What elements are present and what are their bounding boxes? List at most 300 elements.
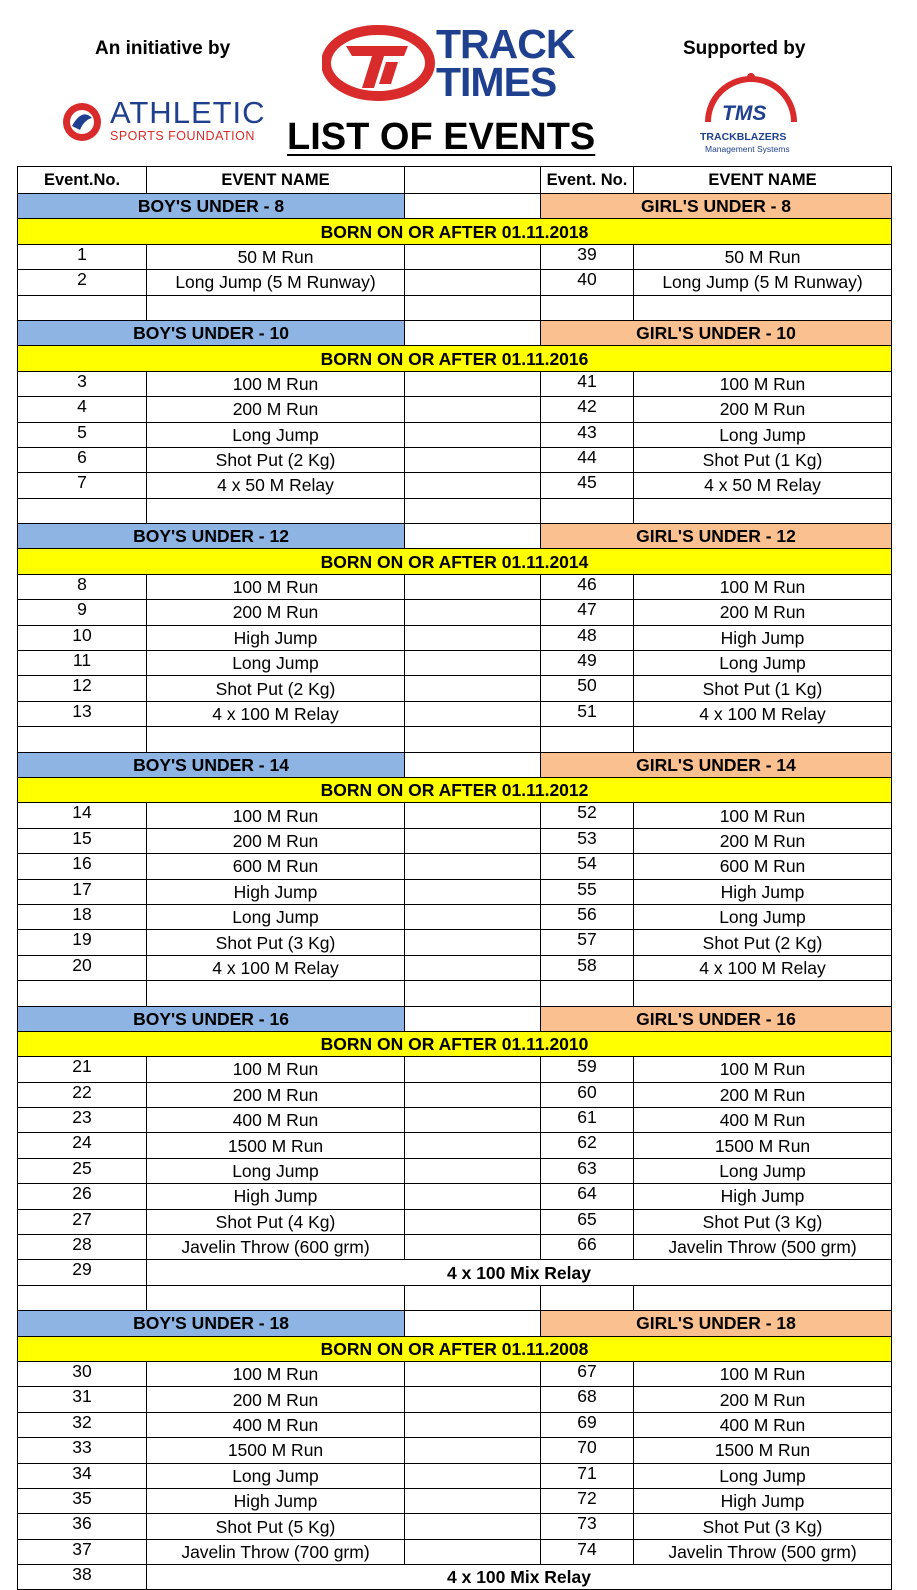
boy-event-name: 200 M Run: [147, 397, 405, 422]
boy-category-label: BOY'S UNDER - 10: [18, 320, 405, 345]
empty-cell: [405, 1133, 541, 1158]
boy-event-number: 5: [18, 422, 147, 447]
empty-cell: [405, 727, 541, 752]
event-row: [18, 1133, 892, 1158]
boy-event-name: 4 x 50 M Relay: [147, 473, 405, 498]
empty-cell: [405, 320, 541, 345]
boy-event-number: 31: [18, 1387, 147, 1412]
boy-event-number: 4: [18, 397, 147, 422]
empty-cell: [405, 752, 541, 777]
girl-event-number: 40: [541, 270, 634, 295]
category-row: [18, 1311, 892, 1336]
girl-event-name: Javelin Throw (500 grm): [634, 1235, 892, 1260]
boy-event-number: 26: [18, 1184, 147, 1209]
boy-event-number: 6: [18, 447, 147, 472]
event-row: [18, 904, 892, 929]
girl-event-name: 4 x 100 M Relay: [634, 955, 892, 980]
boy-event-name: Long Jump: [147, 1158, 405, 1183]
boy-event-name: 50 M Run: [147, 244, 405, 269]
event-row: [18, 270, 892, 295]
girl-event-number: 60: [541, 1082, 634, 1107]
boy-event-number: 17: [18, 879, 147, 904]
boy-event-number: 28: [18, 1235, 147, 1260]
empty-cell: [147, 981, 405, 1006]
boy-event-number: 33: [18, 1438, 147, 1463]
empty-cell: [634, 727, 892, 752]
girl-event-name: 1500 M Run: [634, 1438, 892, 1463]
girl-event-name: Shot Put (1 Kg): [634, 447, 892, 472]
empty-cell: [405, 270, 541, 295]
boy-event-number: 11: [18, 651, 147, 676]
empty-cell: [405, 1311, 541, 1336]
born-date-label: BORN ON OR AFTER 01.11.2012: [18, 777, 892, 802]
empty-cell: [405, 194, 541, 219]
girl-category-label: GIRL'S UNDER - 8: [541, 194, 892, 219]
girl-event-name: Shot Put (1 Kg): [634, 676, 892, 701]
empty-cell: [405, 651, 541, 676]
girl-event-name: High Jump: [634, 1488, 892, 1513]
empty-cell: [405, 1387, 541, 1412]
empty-cell: [18, 981, 147, 1006]
header-event-name-left: EVENT NAME: [147, 167, 405, 194]
category-row: [18, 194, 892, 219]
girl-event-name: Long Jump (5 M Runway): [634, 270, 892, 295]
boy-event-name: 100 M Run: [147, 803, 405, 828]
boy-event-number: 36: [18, 1514, 147, 1539]
event-row: [18, 1488, 892, 1513]
girl-category-label: GIRL'S UNDER - 10: [541, 320, 892, 345]
boy-event-name: 200 M Run: [147, 828, 405, 853]
page-title: LIST OF EVENTS: [287, 116, 596, 158]
boy-event-name: High Jump: [147, 1488, 405, 1513]
event-row: [18, 879, 892, 904]
girl-event-number: 44: [541, 447, 634, 472]
empty-cell: [405, 447, 541, 472]
girl-event-name: 200 M Run: [634, 600, 892, 625]
boy-event-number: 7: [18, 473, 147, 498]
born-row: [18, 549, 892, 574]
girl-event-number: 66: [541, 1235, 634, 1260]
event-row: [18, 1412, 892, 1437]
events-table: [17, 166, 892, 1590]
boy-event-number: 25: [18, 1158, 147, 1183]
boy-event-number: 14: [18, 803, 147, 828]
girl-event-name: Long Jump: [634, 1463, 892, 1488]
event-row: [18, 600, 892, 625]
asf-subtitle: SPORTS FOUNDATION: [110, 129, 255, 143]
born-row: [18, 219, 892, 244]
event-row: [18, 828, 892, 853]
track-times-word-1: TRACK: [436, 21, 575, 67]
empty-cell: [147, 295, 405, 320]
girl-event-number: 63: [541, 1158, 634, 1183]
event-row: [18, 397, 892, 422]
event-row: [18, 1108, 892, 1133]
boy-event-number: 19: [18, 930, 147, 955]
mix-event-number: 38: [18, 1565, 147, 1590]
boy-event-number: 22: [18, 1082, 147, 1107]
event-row: [18, 1463, 892, 1488]
girl-event-name: 4 x 100 M Relay: [634, 701, 892, 726]
boy-category-label: BOY'S UNDER - 12: [18, 524, 405, 549]
boy-event-name: 100 M Run: [147, 1057, 405, 1082]
empty-cell: [405, 1235, 541, 1260]
empty-cell: [634, 1285, 892, 1310]
event-row: [18, 1514, 892, 1539]
event-row: [18, 574, 892, 599]
empty-cell: [405, 1438, 541, 1463]
empty-cell: [405, 397, 541, 422]
empty-cell: [541, 295, 634, 320]
event-row: [18, 854, 892, 879]
empty-cell: [405, 701, 541, 726]
girl-event-number: 59: [541, 1057, 634, 1082]
girl-event-number: 68: [541, 1387, 634, 1412]
empty-cell: [405, 1057, 541, 1082]
girl-event-number: 54: [541, 854, 634, 879]
category-row: [18, 1006, 892, 1031]
girl-event-number: 46: [541, 574, 634, 599]
event-row: [18, 473, 892, 498]
tms-name: TRACKBLAZERS: [700, 131, 787, 143]
boy-event-name: 100 M Run: [147, 1361, 405, 1386]
boy-category-label: BOY'S UNDER - 18: [18, 1311, 405, 1336]
empty-cell: [405, 1514, 541, 1539]
event-row: [18, 1539, 892, 1564]
event-row: [18, 422, 892, 447]
empty-cell: [147, 498, 405, 523]
empty-cell: [405, 1184, 541, 1209]
boy-event-number: 15: [18, 828, 147, 853]
born-row: [18, 777, 892, 802]
boy-category-label: BOY'S UNDER - 16: [18, 1006, 405, 1031]
header-event-name-right: EVENT NAME: [634, 167, 892, 194]
category-row: [18, 320, 892, 345]
girl-event-name: 1500 M Run: [634, 1133, 892, 1158]
tms-tagline: Management Systems: [705, 144, 790, 154]
empty-cell: [405, 1158, 541, 1183]
empty-cell: [405, 422, 541, 447]
boy-event-name: Long Jump: [147, 651, 405, 676]
girl-event-name: 100 M Run: [634, 1361, 892, 1386]
girl-event-number: 62: [541, 1133, 634, 1158]
boy-event-name: 200 M Run: [147, 600, 405, 625]
empty-cell: [541, 981, 634, 1006]
girl-category-label: GIRL'S UNDER - 16: [541, 1006, 892, 1031]
boy-event-number: 30: [18, 1361, 147, 1386]
girl-event-number: 73: [541, 1514, 634, 1539]
spacer-row: [18, 498, 892, 523]
event-row: [18, 1158, 892, 1183]
girl-event-number: 49: [541, 651, 634, 676]
girl-event-number: 70: [541, 1438, 634, 1463]
boy-event-number: 12: [18, 676, 147, 701]
event-row: [18, 803, 892, 828]
empty-cell: [147, 1285, 405, 1310]
empty-cell: [405, 295, 541, 320]
boy-event-number: 32: [18, 1412, 147, 1437]
boy-event-name: Long Jump: [147, 422, 405, 447]
girl-event-number: 39: [541, 244, 634, 269]
empty-cell: [405, 1463, 541, 1488]
boy-event-number: 16: [18, 854, 147, 879]
empty-cell: [405, 1488, 541, 1513]
girl-event-name: Shot Put (3 Kg): [634, 1514, 892, 1539]
girl-event-name: 200 M Run: [634, 1082, 892, 1107]
empty-cell: [405, 600, 541, 625]
girl-event-name: Shot Put (3 Kg): [634, 1209, 892, 1234]
tms-abbr: TMS: [722, 102, 767, 125]
boy-event-name: Shot Put (2 Kg): [147, 447, 405, 472]
boy-event-name: High Jump: [147, 879, 405, 904]
girl-event-number: 64: [541, 1184, 634, 1209]
table-header-row: [18, 167, 892, 194]
boy-event-name: Javelin Throw (600 grm): [147, 1235, 405, 1260]
girl-event-number: 69: [541, 1412, 634, 1437]
spacer-row: [18, 295, 892, 320]
boy-event-number: 18: [18, 904, 147, 929]
empty-cell: [405, 1209, 541, 1234]
empty-cell: [634, 295, 892, 320]
empty-cell: [541, 727, 634, 752]
girl-event-number: 67: [541, 1361, 634, 1386]
mix-event-name: 4 x 100 Mix Relay: [147, 1565, 892, 1590]
girl-event-number: 50: [541, 676, 634, 701]
girl-event-number: 56: [541, 904, 634, 929]
boy-event-name: 1500 M Run: [147, 1133, 405, 1158]
boy-event-name: 4 x 100 M Relay: [147, 955, 405, 980]
event-row: [18, 651, 892, 676]
boy-event-number: 27: [18, 1209, 147, 1234]
boy-event-name: Long Jump: [147, 1463, 405, 1488]
girl-event-number: 48: [541, 625, 634, 650]
spacer-row: [18, 727, 892, 752]
empty-cell: [18, 727, 147, 752]
girl-event-name: Long Jump: [634, 422, 892, 447]
empty-cell: [541, 1285, 634, 1310]
girl-event-name: Shot Put (2 Kg): [634, 930, 892, 955]
girl-event-name: High Jump: [634, 625, 892, 650]
girl-event-name: 400 M Run: [634, 1108, 892, 1133]
empty-cell: [405, 1412, 541, 1437]
empty-cell: [405, 1539, 541, 1564]
empty-cell: [405, 244, 541, 269]
event-row: [18, 1209, 892, 1234]
girl-category-label: GIRL'S UNDER - 14: [541, 752, 892, 777]
girl-event-name: 200 M Run: [634, 828, 892, 853]
girl-event-number: 45: [541, 473, 634, 498]
girl-event-number: 65: [541, 1209, 634, 1234]
girl-event-number: 57: [541, 930, 634, 955]
girl-event-number: 71: [541, 1463, 634, 1488]
event-row: [18, 1438, 892, 1463]
girl-event-number: 58: [541, 955, 634, 980]
event-row: [18, 1361, 892, 1386]
girl-event-number: 52: [541, 803, 634, 828]
empty-cell: [405, 473, 541, 498]
girl-event-name: Long Jump: [634, 904, 892, 929]
girl-event-name: 4 x 50 M Relay: [634, 473, 892, 498]
boy-event-name: 100 M Run: [147, 574, 405, 599]
mix-event-name: 4 x 100 Mix Relay: [147, 1260, 892, 1285]
boy-event-name: 200 M Run: [147, 1387, 405, 1412]
boy-event-name: Javelin Throw (700 grm): [147, 1539, 405, 1564]
track-times-word-2: TIMES: [436, 59, 557, 105]
girl-event-name: 100 M Run: [634, 371, 892, 396]
header-spacer: [405, 167, 541, 194]
girl-event-name: 200 M Run: [634, 397, 892, 422]
event-row: [18, 1387, 892, 1412]
girl-event-number: 61: [541, 1108, 634, 1133]
girl-event-name: 400 M Run: [634, 1412, 892, 1437]
boy-event-name: 4 x 100 M Relay: [147, 701, 405, 726]
empty-cell: [405, 1082, 541, 1107]
born-date-label: BORN ON OR AFTER 01.11.2016: [18, 346, 892, 371]
girl-event-name: 100 M Run: [634, 1057, 892, 1082]
empty-cell: [18, 1285, 147, 1310]
empty-cell: [405, 854, 541, 879]
event-row: [18, 1057, 892, 1082]
category-row: [18, 524, 892, 549]
empty-cell: [405, 1006, 541, 1031]
empty-cell: [405, 371, 541, 396]
event-row: [18, 1184, 892, 1209]
girl-event-number: 43: [541, 422, 634, 447]
boy-event-number: 24: [18, 1133, 147, 1158]
empty-cell: [405, 498, 541, 523]
empty-cell: [405, 904, 541, 929]
empty-cell: [147, 727, 405, 752]
boy-event-name: 400 M Run: [147, 1412, 405, 1437]
girl-event-name: 100 M Run: [634, 574, 892, 599]
girl-event-name: Javelin Throw (500 grm): [634, 1539, 892, 1564]
born-date-label: BORN ON OR AFTER 01.11.2018: [18, 219, 892, 244]
boy-event-name: 100 M Run: [147, 371, 405, 396]
mix-relay-row: [18, 1565, 892, 1590]
boy-event-name: Shot Put (3 Kg): [147, 930, 405, 955]
boy-event-number: 13: [18, 701, 147, 726]
empty-cell: [405, 1285, 541, 1310]
boy-event-name: High Jump: [147, 625, 405, 650]
girl-event-number: 51: [541, 701, 634, 726]
boy-event-name: High Jump: [147, 1184, 405, 1209]
boy-event-number: 1: [18, 244, 147, 269]
boy-event-name: 600 M Run: [147, 854, 405, 879]
boy-event-number: 8: [18, 574, 147, 599]
boy-event-name: 400 M Run: [147, 1108, 405, 1133]
event-row: [18, 1235, 892, 1260]
boy-event-number: 23: [18, 1108, 147, 1133]
empty-cell: [634, 498, 892, 523]
event-row: [18, 1082, 892, 1107]
boy-event-number: 9: [18, 600, 147, 625]
girl-event-name: Long Jump: [634, 1158, 892, 1183]
girl-event-name: High Jump: [634, 879, 892, 904]
girl-event-name: Long Jump: [634, 651, 892, 676]
boy-event-number: 3: [18, 371, 147, 396]
empty-cell: [634, 981, 892, 1006]
initiative-by-label: An initiative by: [95, 38, 231, 59]
empty-cell: [18, 295, 147, 320]
boy-category-label: BOY'S UNDER - 8: [18, 194, 405, 219]
mix-event-number: 29: [18, 1260, 147, 1285]
boy-event-name: 200 M Run: [147, 1082, 405, 1107]
empty-cell: [405, 625, 541, 650]
empty-cell: [405, 955, 541, 980]
event-row: [18, 676, 892, 701]
boy-event-number: 20: [18, 955, 147, 980]
born-row: [18, 1336, 892, 1361]
empty-cell: [405, 1108, 541, 1133]
header-event-no-left: Event.No.: [18, 167, 147, 194]
boy-event-name: Long Jump (5 M Runway): [147, 270, 405, 295]
boy-event-name: Shot Put (4 Kg): [147, 1209, 405, 1234]
girl-event-name: 200 M Run: [634, 1387, 892, 1412]
empty-cell: [405, 828, 541, 853]
girl-event-number: 41: [541, 371, 634, 396]
born-date-label: BORN ON OR AFTER 01.11.2008: [18, 1336, 892, 1361]
empty-cell: [405, 803, 541, 828]
event-row: [18, 701, 892, 726]
boy-event-number: 21: [18, 1057, 147, 1082]
empty-cell: [405, 981, 541, 1006]
boy-event-number: 37: [18, 1539, 147, 1564]
born-row: [18, 1031, 892, 1056]
empty-cell: [405, 574, 541, 599]
empty-cell: [405, 930, 541, 955]
asf-name: ATHLETIC: [110, 95, 266, 130]
girl-event-number: 47: [541, 600, 634, 625]
spacer-row: [18, 981, 892, 1006]
girl-event-number: 74: [541, 1539, 634, 1564]
header-event-no-right: Event. No.: [541, 167, 634, 194]
girl-category-label: GIRL'S UNDER - 12: [541, 524, 892, 549]
born-date-label: BORN ON OR AFTER 01.11.2014: [18, 549, 892, 574]
boy-event-name: 1500 M Run: [147, 1438, 405, 1463]
boy-event-number: 2: [18, 270, 147, 295]
empty-cell: [405, 524, 541, 549]
boy-event-number: 34: [18, 1463, 147, 1488]
spacer-row: [18, 1285, 892, 1310]
boy-event-number: 35: [18, 1488, 147, 1513]
girl-event-name: 50 M Run: [634, 244, 892, 269]
girl-event-number: 55: [541, 879, 634, 904]
event-row: [18, 625, 892, 650]
event-row: [18, 371, 892, 396]
event-row: [18, 930, 892, 955]
girl-category-label: GIRL'S UNDER - 18: [541, 1311, 892, 1336]
event-row: [18, 447, 892, 472]
girl-event-name: High Jump: [634, 1184, 892, 1209]
category-row: [18, 752, 892, 777]
empty-cell: [18, 498, 147, 523]
empty-cell: [405, 1361, 541, 1386]
empty-cell: [405, 879, 541, 904]
boy-event-number: 10: [18, 625, 147, 650]
empty-cell: [541, 498, 634, 523]
boy-event-name: Shot Put (2 Kg): [147, 676, 405, 701]
girl-event-number: 42: [541, 397, 634, 422]
empty-cell: [405, 676, 541, 701]
supported-by-label: Supported by: [683, 38, 806, 59]
born-row: [18, 346, 892, 371]
boy-event-name: Shot Put (5 Kg): [147, 1514, 405, 1539]
girl-event-name: 600 M Run: [634, 854, 892, 879]
event-row: [18, 955, 892, 980]
boy-event-name: Long Jump: [147, 904, 405, 929]
boy-category-label: BOY'S UNDER - 14: [18, 752, 405, 777]
born-date-label: BORN ON OR AFTER 01.11.2010: [18, 1031, 892, 1056]
